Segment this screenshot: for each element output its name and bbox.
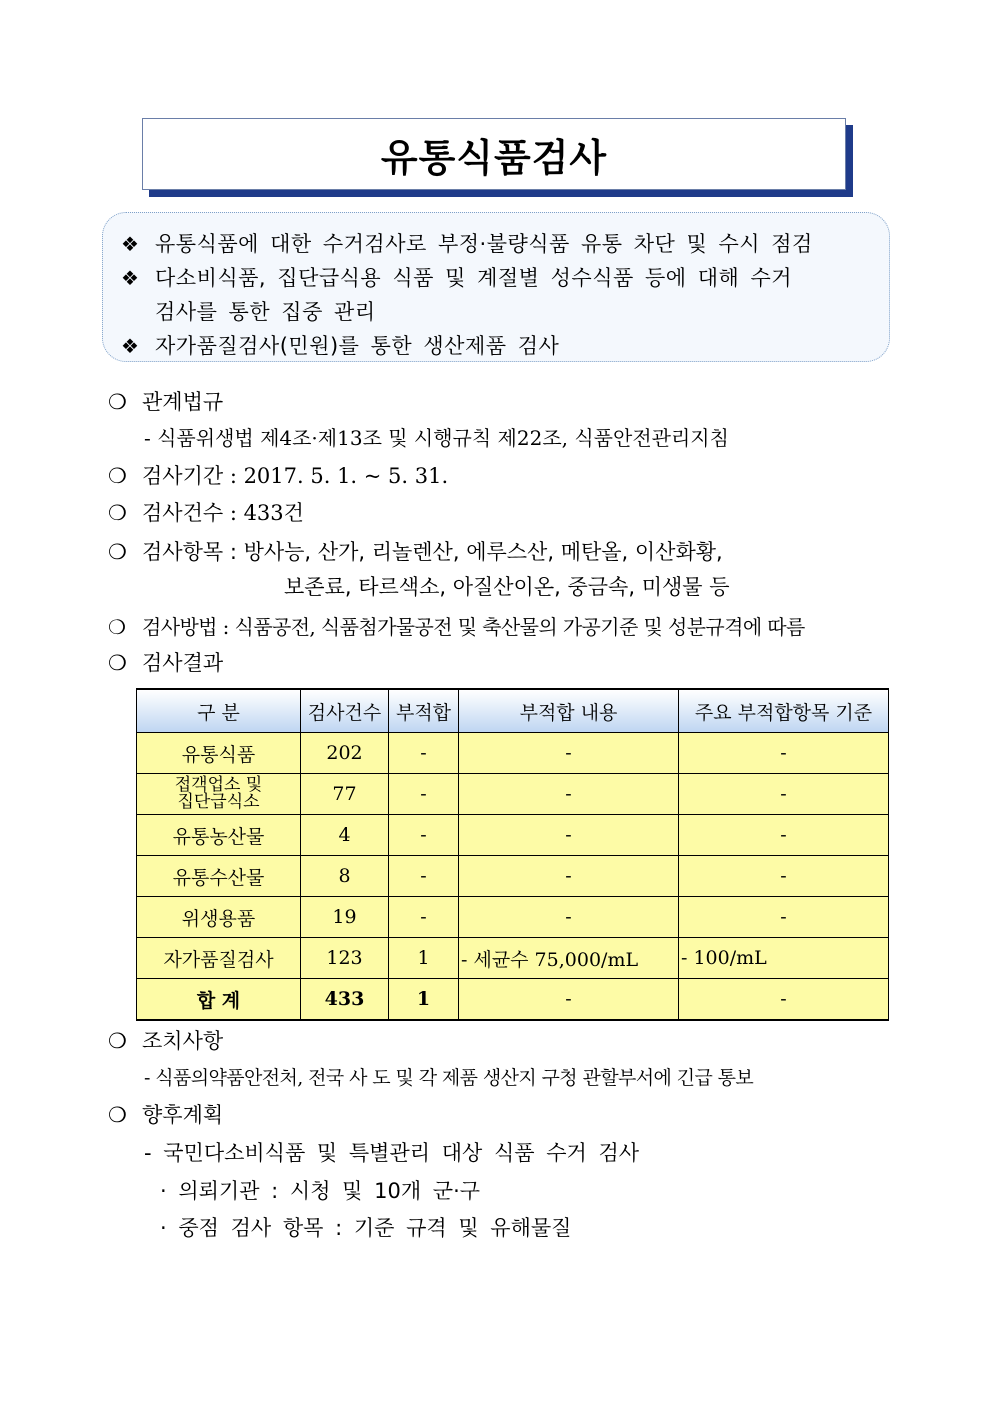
circle-bullet-icon: ❍ [108, 501, 127, 525]
diamond-bullet-icon: ❖ [121, 266, 139, 290]
result-table [136, 688, 889, 1021]
table-total-row: 합 계 433 1 - - [137, 979, 889, 1021]
summary-box [102, 212, 890, 362]
section-items: ❍ 검사항목 : 방사능, 산가, 리놀렌산, 에루스산, 메탄올, 이산화황, [108, 537, 723, 567]
page-title: 유통식품검사 [380, 135, 608, 180]
items-line2: 보존료, 타르색소, 아질산이온, 중금속, 미생물 등 [284, 575, 730, 599]
summary-item: ❖ 유통식품에 대한 수거검사로 부정·불량식품 유통 차단 및 수시 점검 [121, 227, 875, 261]
circle-bullet-icon: ❍ [108, 540, 127, 564]
circle-bullet-icon: ❍ [108, 464, 127, 488]
title-box [142, 118, 846, 190]
circle-bullet-icon: ❍ [108, 615, 126, 639]
table-header: 검사건수 [301, 689, 389, 733]
section-count: ❍ 검사건수 : 433건 [108, 498, 304, 528]
table-header: 구 분 [137, 689, 301, 733]
summary-item: ❖ 자가품질검사(민원)를 통한 생산제품 검사 [121, 329, 875, 363]
table-header-row [137, 689, 889, 733]
circle-bullet-icon: ❍ [108, 390, 127, 414]
plan-detail: - 국민다소비식품 및 특별관리 대상 식품 수거 검사 [144, 1141, 640, 1165]
table-row: 접객업소 및 집단급식소 77 - - - [137, 774, 889, 815]
summary-item: ❖ 다소비식품, 집단급식용 식품 및 계절별 성수식품 등에 대해 수거 [121, 261, 875, 295]
circle-bullet-icon: ❍ [108, 1029, 127, 1053]
diamond-bullet-icon: ❖ [121, 232, 139, 256]
circle-bullet-icon: ❍ [108, 651, 127, 675]
table-header: 부적합 [389, 689, 459, 733]
table-header: 주요 부적합항목 기준 [679, 689, 889, 733]
diamond-bullet-icon: ❖ [121, 334, 139, 358]
table-row: 유통수산물 8 - - - [137, 856, 889, 897]
section-law: ❍ 관계법규 [108, 387, 223, 417]
action-detail: - 식품의약품안전처, 전국 사 도 및 각 제품 생산지 구청 관할부서에 긴급 통보 [144, 1067, 754, 1089]
table-row: 위생용품 19 - - - [137, 897, 889, 938]
section-plan: ❍ 향후계획 [108, 1100, 223, 1130]
plan-sub-focus: · 중점 검사 항목 : 기준 규격 및 유해물질 [160, 1216, 572, 1240]
section-result: ❍ 검사결과 [108, 648, 223, 678]
table-row: 자가품질검사 123 1 - 세균수 75,000/mL - 100/mL [137, 938, 889, 979]
section-period: ❍ 검사기간 : 2017. 5. 1. ~ 5. 31. [108, 461, 448, 491]
table-row: 유통농산물 4 - - - [137, 815, 889, 856]
summary-item-continuation: 검사를 통한 집중 관리 [155, 300, 376, 324]
table-row: 유통식품 202 - - - [137, 733, 889, 774]
circle-bullet-icon: ❍ [108, 1103, 127, 1127]
table-header: 부적합 내용 [459, 689, 679, 733]
section-action: ❍ 조치사항 [108, 1026, 223, 1056]
plan-sub-agency: · 의뢰기관 : 시청 및 10개 군·구 [160, 1179, 481, 1203]
law-detail: - 식품위생법 제4조·제13조 및 시행규칙 제22조, 식품안전관리지침 [144, 426, 729, 450]
section-method: ❍ 검사방법 : 식품공전, 식품첨가물공전 및 축산물의 가공기준 및 성분규격에 따름 [108, 612, 805, 642]
